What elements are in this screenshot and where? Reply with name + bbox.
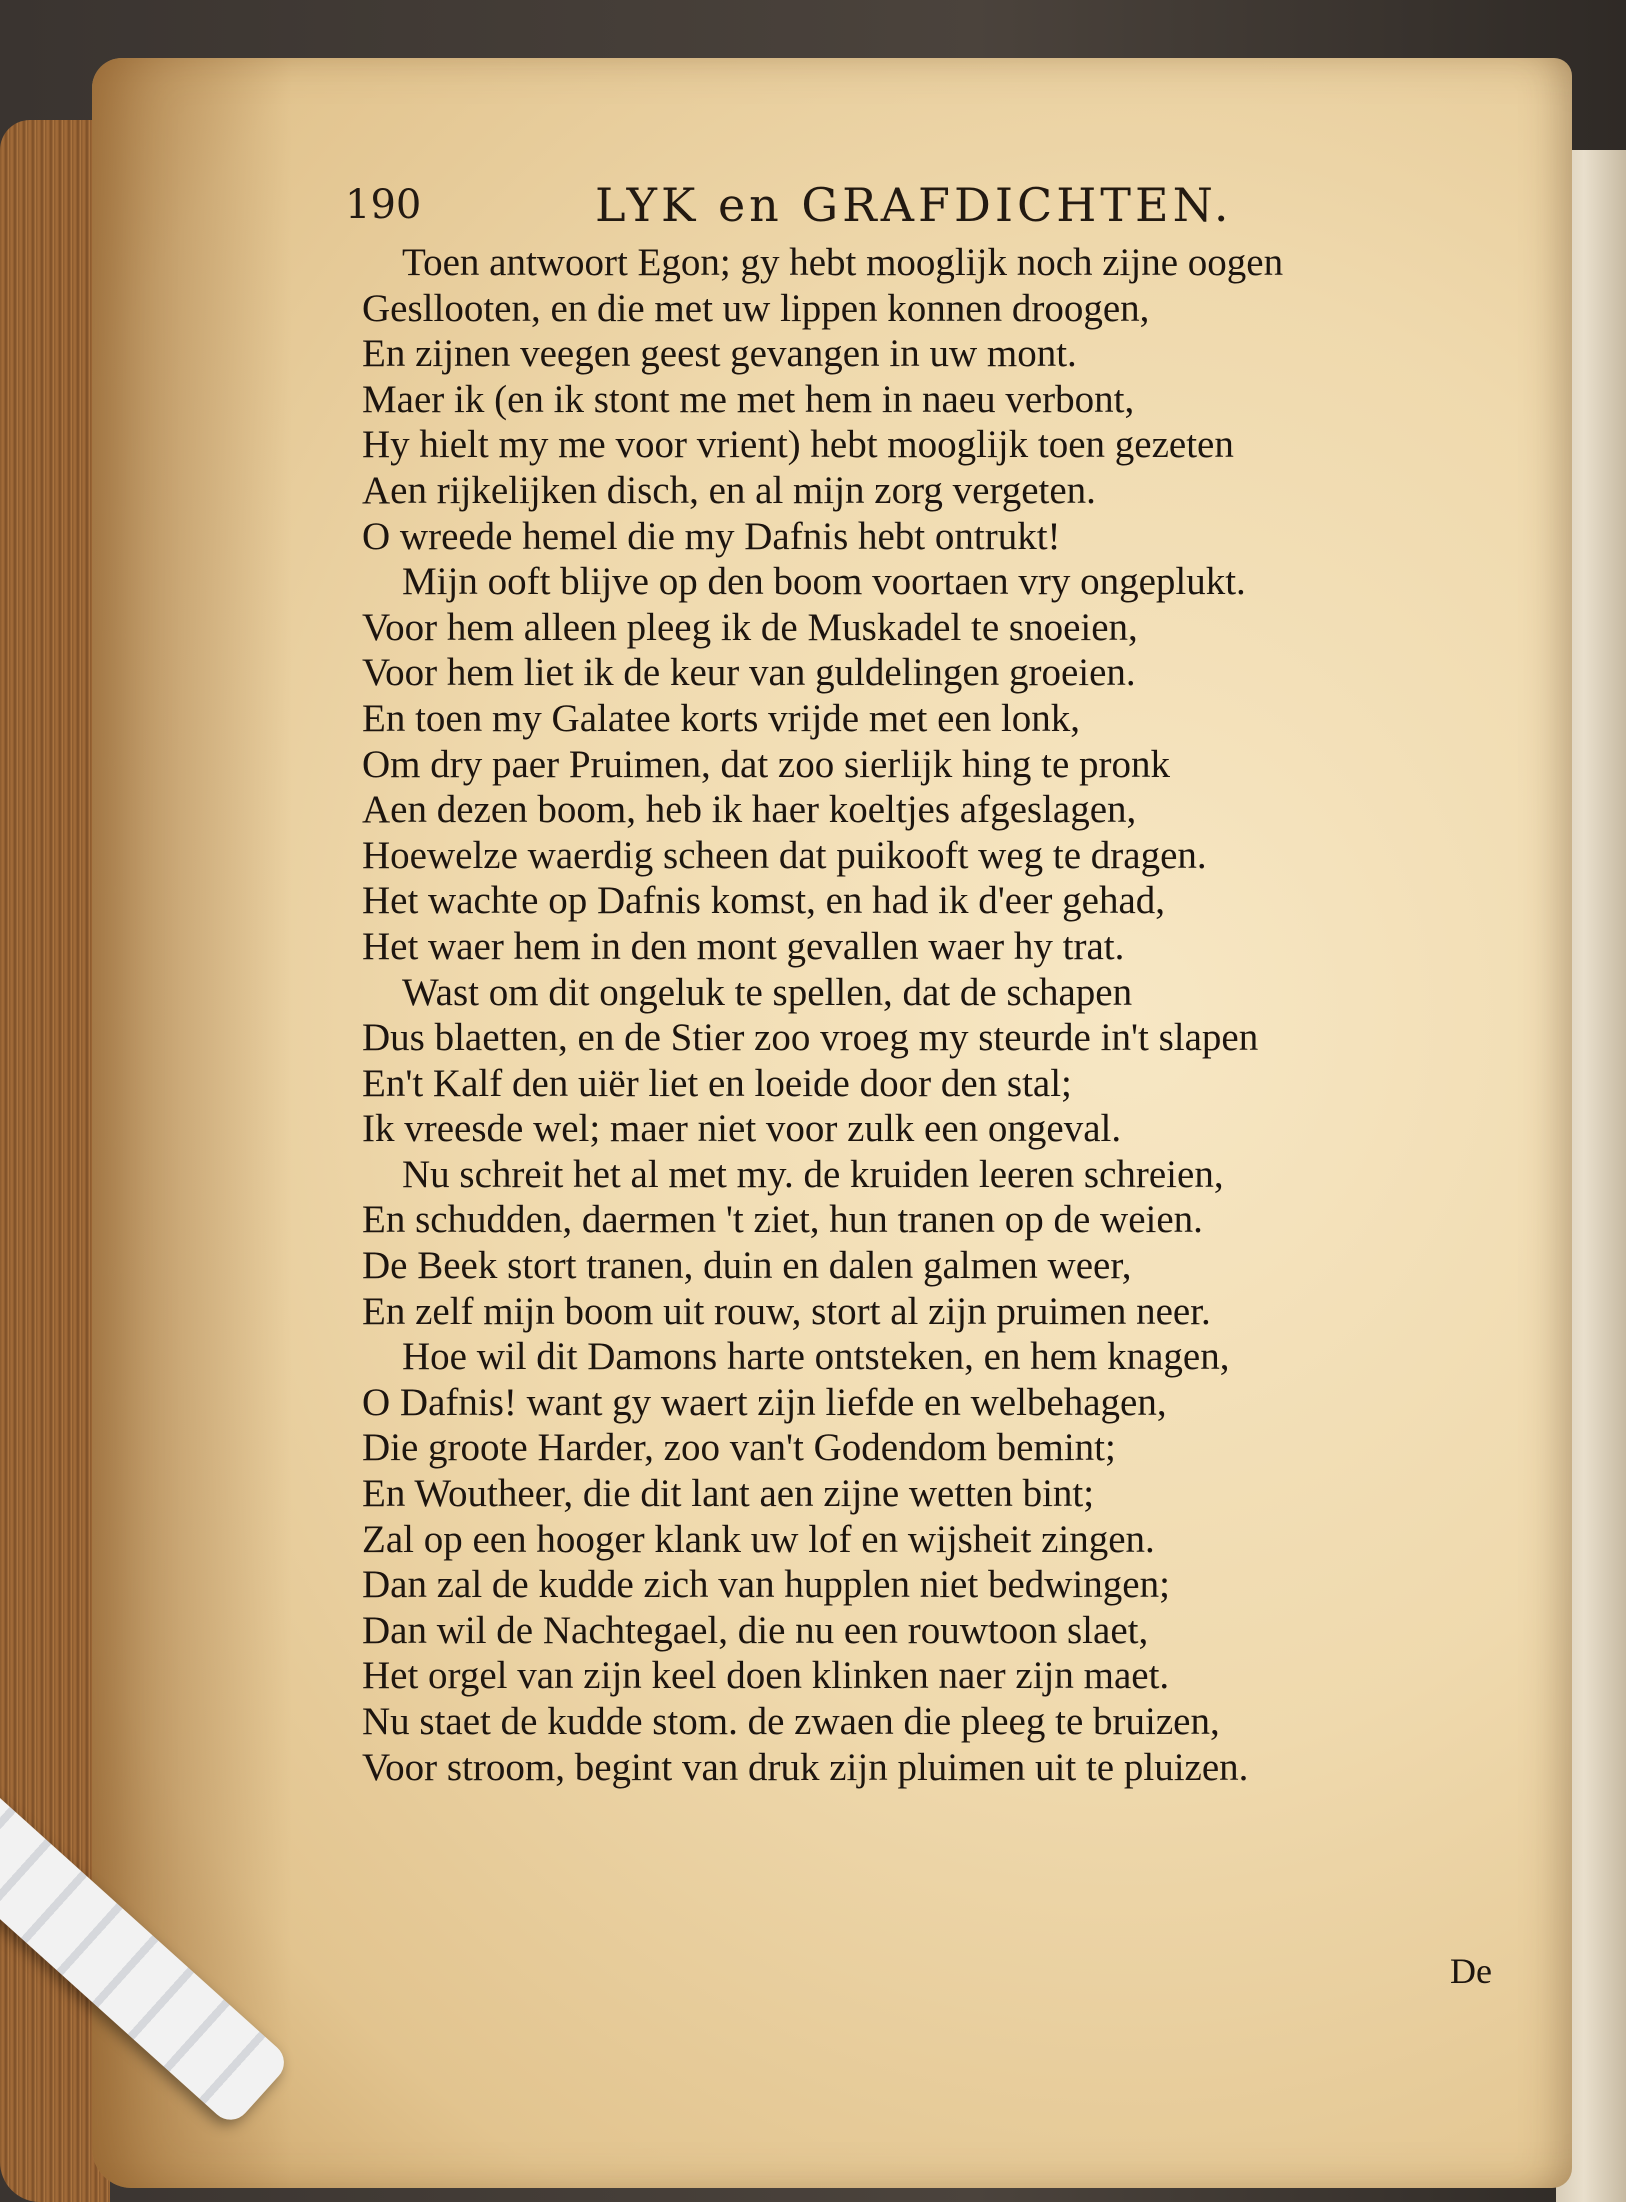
verse-line: Hy hielt my me voor vrient) hebt mooglijk toen gezeten [362, 423, 1234, 467]
verse-line: O Dafnis! want gy waert zijn liefde en welbehagen, [362, 1380, 1167, 1424]
verse-line: De Beek stort tranen, duin en dalen galmen weer, [362, 1244, 1132, 1288]
verse-line: En schudden, daermen 't ziet, hun tranen op de weien. [362, 1198, 1203, 1242]
verse-line: En zijnen veegen geest gevangen in uw mont. [362, 332, 1077, 376]
verse-line: En Woutheer, die dit lant aen zijne wetten bint; [362, 1472, 1095, 1516]
verse-line: Dus blaetten, en de Stier zoo vroeg my steurde in't slapen [362, 1016, 1259, 1060]
verse-line: Wast om dit ongeluk te spellen, dat de schapen [402, 970, 1133, 1014]
verse-line: En zelf mijn boom uit rouw, stort al zijn pruimen neer. [362, 1289, 1211, 1333]
verse-line: Die groote Harder, zoo van't Godendom bemint; [362, 1426, 1116, 1470]
catchword: De [1450, 1951, 1492, 1991]
verse-line: Gesllooten, en die met uw lippen konnen droogen, [362, 286, 1150, 330]
verse-line: O wreede hemel die my Dafnis hebt ontrukt! [362, 514, 1061, 558]
verse-line: Het wachte op Dafnis komst, en had ik d'eer gehad, [362, 879, 1166, 923]
verse-line: Dan wil de Nachtegael, die nu een rouwtoon slaet, [362, 1608, 1149, 1652]
verse-line: Maer ik (en ik stont me met hem in naeu verbont, [362, 377, 1135, 421]
verse-line: Ik vreesde wel; maer niet voor zulk een ongeval. [362, 1107, 1122, 1151]
verse-line: Nu staet de kudde stom. de zwaen die pleeg te bruizen, [362, 1700, 1220, 1743]
running-head: LYK en GRAFDICHTEN. [595, 178, 1233, 232]
verse-line: Aen dezen boom, heb ik haer koeltjes afgeslagen, [362, 788, 1137, 832]
verse-line: En toen my Galatee korts vrijde met een lonk, [362, 696, 1081, 740]
verse-line: Hoewelze waerdig scheen dat puikooft weg te dragen. [362, 833, 1207, 877]
poem-text [362, 240, 1542, 1790]
page-number: 190 [345, 182, 422, 228]
verse-line: Het orgel van zijn keel doen klinken naer zijn maet. [362, 1654, 1170, 1698]
verse-line: Nu schreit het al met my. de kruiden leeren schreien, [402, 1152, 1224, 1196]
page-header [345, 178, 1345, 238]
verse-line: Zal op een hooger klank uw lof en wijsheit zingen. [362, 1517, 1155, 1561]
verse-line: En't Kalf den uiër liet en loeide door den stal; [362, 1061, 1072, 1105]
verse-line: Toen antwoort Egon; gy hebt mooglijk noch zijne oogen [402, 241, 1284, 284]
verse-line: Voor hem liet ik de keur van guldelingen groeien. [362, 651, 1136, 695]
verse-line: Voor hem alleen pleeg ik de Muskadel te snoeien, [362, 605, 1138, 649]
verse-line: Het waer hem in den mont gevallen waer hy trat. [362, 924, 1125, 968]
verse-line: Aen rijkelijken disch, en al mijn zorg vergeten. [362, 468, 1096, 512]
verse-line: Dan zal de kudde zich van hupplen niet bedwingen; [362, 1563, 1170, 1607]
verse-line: Om dry paer Pruimen, dat zoo sierlijk hing te pronk [362, 742, 1170, 786]
verse-line: Hoe wil dit Damons harte ontsteken, en hem knagen, [402, 1335, 1230, 1379]
verse-line: Voor stroom, begint van druk zijn pluimen uit te pluizen. [362, 1745, 1249, 1789]
verse-line: Mijn ooft blijve op den boom voortaen vry ongeplukt. [402, 560, 1246, 604]
